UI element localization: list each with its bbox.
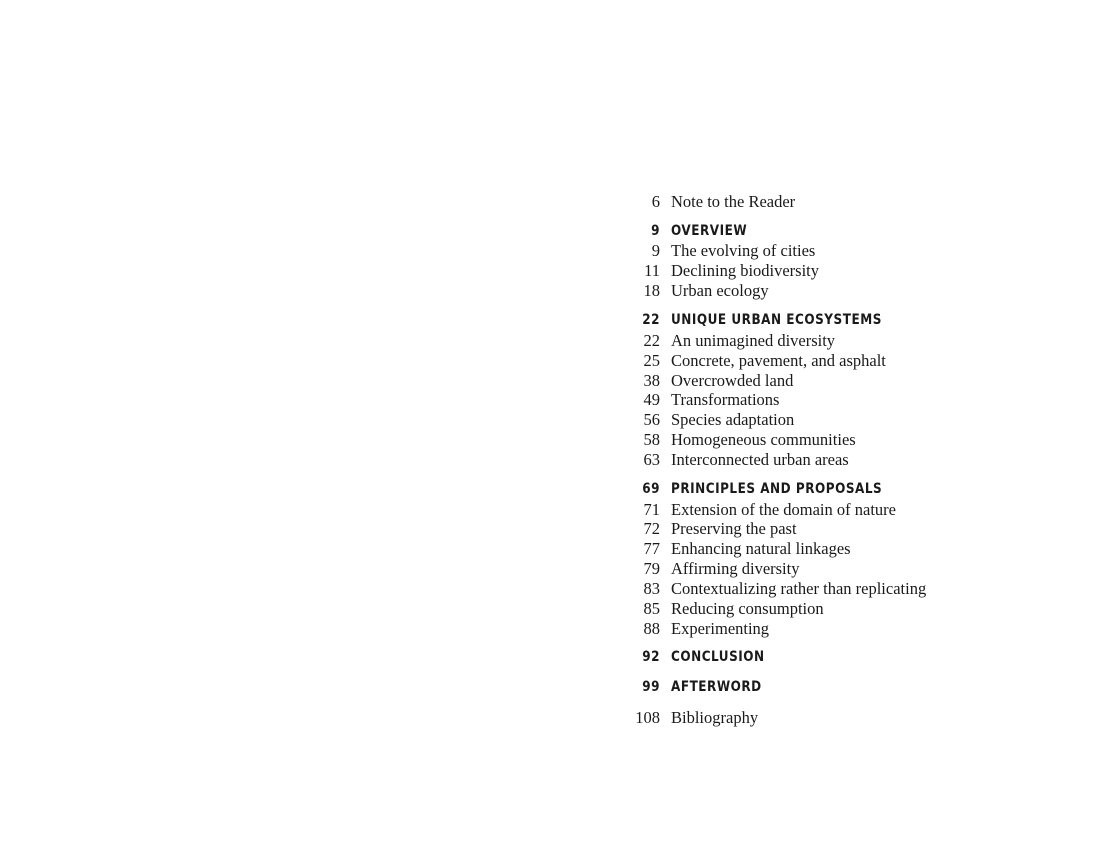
toc-entry <box>620 539 1090 559</box>
toc-entry-title: Transformations <box>671 390 780 410</box>
toc-entry <box>620 281 1090 301</box>
toc-page-number: 25 <box>643 350 660 370</box>
toc-entry-title: Overcrowded land <box>671 370 794 390</box>
toc-entry <box>620 331 1090 351</box>
toc-entry <box>620 450 1090 470</box>
toc-entry <box>620 351 1090 371</box>
toc-entry <box>620 599 1090 619</box>
toc-page-number: 79 <box>643 559 660 579</box>
toc-entry-title: Reducing consumption <box>671 598 824 618</box>
toc-page-number: 71 <box>643 499 660 519</box>
toc-page-number: 72 <box>643 519 660 539</box>
toc-page-number: 99 <box>642 679 660 696</box>
toc-section-heading <box>620 480 1090 500</box>
toc-entry <box>620 241 1090 261</box>
toc-section-heading <box>620 678 1090 698</box>
toc-section <box>620 648 1090 668</box>
toc-page-number: 77 <box>643 539 660 559</box>
toc-page-number: 56 <box>643 410 660 430</box>
toc-entry-title: Species adaptation <box>671 410 795 430</box>
toc-entry-title: Interconnected urban areas <box>671 450 849 470</box>
toc-entry-title: Urban ecology <box>671 281 769 301</box>
toc-entry <box>620 410 1090 430</box>
toc-entry <box>620 390 1090 410</box>
toc-entry-title: Bibliography <box>671 707 759 727</box>
toc-entry-title: Preserving the past <box>671 519 797 539</box>
toc-page-number: 6 <box>651 192 660 211</box>
toc-section-heading <box>620 311 1090 331</box>
toc-section <box>620 678 1090 698</box>
toc-heading-title: CONCLUSION <box>671 649 765 666</box>
toc-entry-title: Note to the Reader <box>671 192 796 211</box>
toc-entry <box>620 579 1090 599</box>
toc-page-number: 83 <box>643 579 660 599</box>
toc-entry-title: Contextualizing rather than replicating <box>671 579 927 599</box>
toc-heading-title: OVERVIEW <box>671 222 748 239</box>
toc-entry <box>620 708 1090 728</box>
toc-entry-title: Homogeneous communities <box>671 430 856 450</box>
toc-entry <box>620 261 1090 281</box>
toc-section <box>620 222 1090 302</box>
toc-page-number: 38 <box>643 370 660 390</box>
toc-section <box>620 480 1090 639</box>
toc-section <box>620 311 1090 470</box>
toc-heading-title: AFTERWORD <box>671 679 762 696</box>
toc-page-number: 88 <box>643 618 660 638</box>
toc-heading-title: UNIQUE URBAN ECOSYSTEMS <box>671 311 882 328</box>
toc-page-number: 22 <box>642 311 660 328</box>
toc-entry-title: The evolving of cities <box>671 241 816 261</box>
toc-entry-title: Extension of the domain of nature <box>671 499 896 519</box>
table-of-contents <box>620 192 1090 728</box>
toc-entry <box>620 619 1090 639</box>
toc-page-number: 108 <box>635 707 660 727</box>
toc-entry-title: Declining biodiversity <box>671 261 820 281</box>
toc-entry <box>620 500 1090 520</box>
toc-page-number: 92 <box>642 649 660 666</box>
toc-entry <box>620 519 1090 539</box>
toc-page-number: 49 <box>643 390 660 410</box>
toc-page-number: 22 <box>643 330 660 350</box>
toc-page-number: 18 <box>643 281 660 301</box>
toc-page-number: 69 <box>642 480 660 497</box>
toc-section-heading <box>620 648 1090 668</box>
toc-heading-title: PRINCIPLES AND PROPOSALS <box>671 480 883 497</box>
toc-page-number: 9 <box>651 222 660 239</box>
toc-entry <box>620 192 1090 212</box>
toc-entry <box>620 430 1090 450</box>
toc-page-number: 63 <box>643 450 660 470</box>
toc-entry-title: An unimagined diversity <box>671 330 836 350</box>
toc-entry <box>620 371 1090 391</box>
toc-entry-title: Concrete, pavement, and asphalt <box>671 350 886 370</box>
toc-page-number: 58 <box>643 430 660 450</box>
toc-section <box>620 708 1090 728</box>
toc-entry-title: Affirming diversity <box>671 559 800 579</box>
toc-section-heading <box>620 222 1090 242</box>
toc-entry-title: Enhancing natural linkages <box>671 539 851 559</box>
toc-page-number: 9 <box>651 241 660 261</box>
toc-entry <box>620 559 1090 579</box>
toc-entry-title: Experimenting <box>671 618 770 638</box>
toc-page-number: 11 <box>644 261 660 281</box>
toc-page-number: 85 <box>643 598 660 618</box>
toc-section <box>620 192 1090 212</box>
